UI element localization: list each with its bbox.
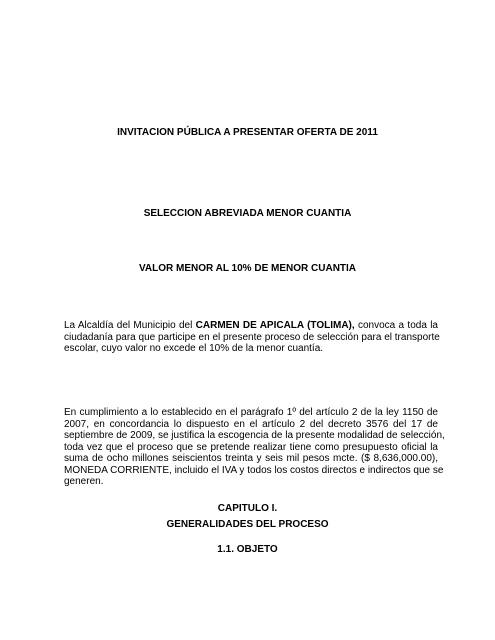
justification-line-6: MONEDA CORRIENTE, incluido el IVA y todos los costos directos e indirectos que se	[64, 464, 444, 476]
value-title: VALOR MENOR AL 10% DE MENOR CUANTIA	[138, 263, 357, 274]
justification-paragraph	[64, 407, 445, 488]
chapter-title: CAPITULO I.	[217, 503, 278, 514]
justification-line-3: septiembre de 2009, se justifica la escogencia de la presente modalidad de selección,	[64, 430, 445, 441]
process-type-title: SELECCION ABREVIADA MENOR CUANTIA	[143, 208, 352, 219]
municipality-name: CARMEN DE APICALA (TOLIMA),	[195, 320, 355, 331]
invitation-text: convoca a toda la	[354, 320, 438, 331]
invitation-paragraph	[64, 320, 438, 355]
section-title: 1.1. OBJETO	[217, 544, 278, 555]
justification-line-5: suma de ocho millones seiscientos treinta y seis mil pesos mcte. ($ 8,636,000.00),	[64, 453, 438, 464]
justification-line-4: toda vez que el proceso que se pretende realizar tiene como presupuesto oficial la	[64, 441, 438, 453]
invitation-line-3: escolar, cuyo valor no excede el 10% de la menor cuantía.	[64, 343, 324, 354]
justification-line-1: En cumplimiento a lo establecido en el parágrafo 1º del artículo 2 de la ley 1150 de	[64, 407, 438, 418]
chapter-subtitle: GENERALIDADES DEL PROCESO	[166, 519, 329, 530]
invitation-text: La Alcaldía del Municipio del	[64, 320, 196, 331]
invitation-line-2: ciudadanía para que participe en el presente proceso de selección para el transporte	[64, 331, 440, 343]
justification-line-7: generen.	[64, 476, 104, 487]
document-title: INVITACION PÚBLICA A PRESENTAR OFERTA DE 2011	[117, 127, 378, 138]
justification-line-2: 2007, en concordancia lo dispuesto en el artículo 2 del decreto 3576 del 17 de	[64, 418, 438, 430]
invitation-line-1	[64, 320, 438, 332]
